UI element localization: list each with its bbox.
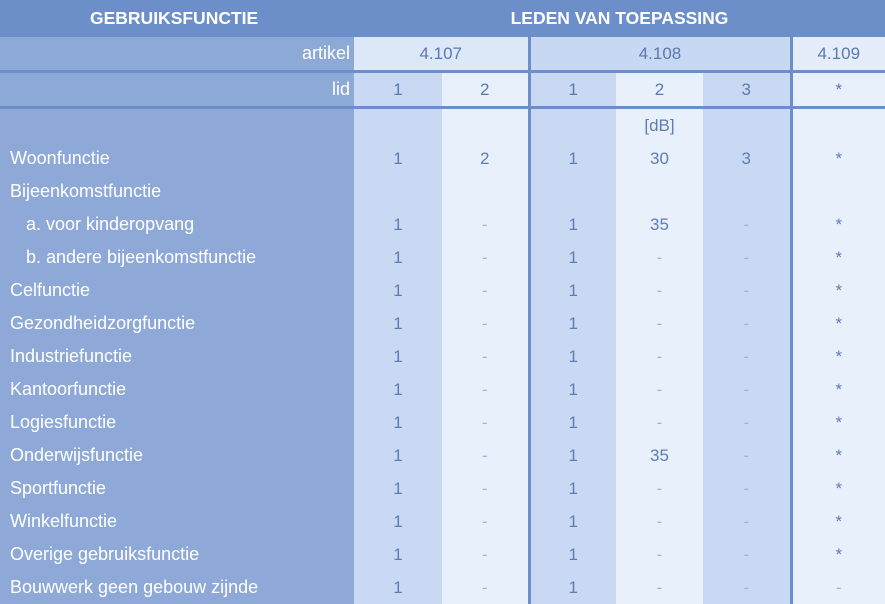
value-cell: - [616,373,703,406]
value-cell: * [791,439,885,472]
header-row-lid [0,72,885,108]
value-cell: 1 [529,241,616,274]
value-cell: - [703,373,791,406]
value-cell: - [616,571,703,604]
row-label: Celfunctie [0,274,354,307]
value-cell: 1 [354,439,442,472]
artikel-4108: 4.108 [529,37,791,72]
value-cell: - [616,538,703,571]
value-cell: - [442,538,529,571]
value-cell [616,175,703,208]
value-cell [442,175,529,208]
table-row [0,274,885,307]
lid-cell: 1 [354,72,442,108]
value-cell [529,175,616,208]
value-cell: * [791,538,885,571]
value-cell: 1 [529,142,616,175]
table-row [0,472,885,505]
value-cell: - [442,274,529,307]
value-cell: 2 [442,142,529,175]
value-cell: - [616,505,703,538]
value-cell: - [616,340,703,373]
value-cell: 35 [616,208,703,241]
value-cell: - [703,241,791,274]
header-row-artikel [0,37,885,72]
value-cell: - [442,241,529,274]
table-row [0,340,885,373]
value-cell: 1 [529,538,616,571]
table-row [0,373,885,406]
value-cell: - [703,439,791,472]
value-cell: - [703,571,791,604]
row-label: Logiesfunctie [0,406,354,439]
row-label: Woonfunctie [0,142,354,175]
table-row [0,241,885,274]
value-cell: - [442,406,529,439]
value-cell: 1 [354,505,442,538]
value-cell [703,175,791,208]
value-cell: 1 [529,274,616,307]
value-cell: 30 [616,142,703,175]
value-cell: * [791,274,885,307]
value-cell: - [703,208,791,241]
value-cell: 1 [354,307,442,340]
value-cell [354,175,442,208]
lid-label: lid [0,72,354,108]
value-cell: - [703,307,791,340]
artikel-4109: 4.109 [791,37,885,72]
value-cell: - [442,373,529,406]
value-cell: 1 [354,142,442,175]
value-cell: - [703,505,791,538]
value-cell: 1 [354,241,442,274]
unit-row-label [0,108,354,143]
value-cell: - [616,274,703,307]
row-label: Winkelfunctie [0,505,354,538]
value-cell: - [703,274,791,307]
value-cell: 1 [529,439,616,472]
table-row [0,505,885,538]
value-cell: 1 [354,340,442,373]
value-cell: 1 [529,571,616,604]
value-cell [791,175,885,208]
row-label: Onderwijsfunctie [0,439,354,472]
lid-cell: 2 [616,72,703,108]
header-leden-van-toepassing: LEDEN VAN TOEPASSING [354,0,885,37]
unit-db: [dB] [616,108,703,143]
row-label: Gezondheidzorgfunctie [0,307,354,340]
lid-cell: 1 [529,72,616,108]
value-cell: - [442,340,529,373]
table-row [0,538,885,571]
artikel-4107: 4.107 [354,37,529,72]
table-row [0,406,885,439]
value-cell: - [703,406,791,439]
table-row [0,175,885,208]
value-cell: * [791,472,885,505]
value-cell: - [616,241,703,274]
row-label: b. andere bijeenkomstfunctie [0,241,354,274]
value-cell: - [703,472,791,505]
header-row-title [0,0,885,37]
value-cell: 1 [354,406,442,439]
artikel-label: artikel [0,37,354,72]
value-cell: 1 [529,472,616,505]
value-cell: 1 [529,373,616,406]
value-cell: 1 [354,571,442,604]
value-cell: * [791,340,885,373]
value-cell: 1 [529,307,616,340]
table-row [0,307,885,340]
row-label: a. voor kinderopvang [0,208,354,241]
value-cell: * [791,307,885,340]
value-cell: 1 [529,340,616,373]
value-cell: - [442,307,529,340]
value-cell: - [442,439,529,472]
row-label: Bijeenkomstfunctie [0,175,354,208]
value-cell: - [616,472,703,505]
lid-cell: 2 [442,72,529,108]
table-row [0,571,885,604]
lid-cell: 3 [703,72,791,108]
value-cell: * [791,373,885,406]
value-cell: * [791,406,885,439]
value-cell: 1 [354,208,442,241]
row-label: Industriefunctie [0,340,354,373]
value-cell: - [442,571,529,604]
lid-cell: * [791,72,885,108]
value-cell: - [442,208,529,241]
value-cell: * [791,142,885,175]
row-label: Kantoorfunctie [0,373,354,406]
row-label: Overige gebruiksfunctie [0,538,354,571]
header-gebruiksfunctie: GEBRUIKSFUNCTIE [0,0,354,37]
value-cell: - [442,505,529,538]
value-cell: 1 [354,373,442,406]
value-cell: - [703,340,791,373]
value-cell: * [791,505,885,538]
unit-row [0,108,885,143]
value-cell: * [791,241,885,274]
value-cell: * [791,208,885,241]
value-cell: - [791,571,885,604]
value-cell: 35 [616,439,703,472]
value-cell: - [442,472,529,505]
table-row [0,208,885,241]
value-cell: 1 [354,538,442,571]
value-cell: - [703,538,791,571]
row-label: Bouwwerk geen gebouw zijnde [0,571,354,604]
value-cell: 1 [354,472,442,505]
value-cell: 1 [354,274,442,307]
value-cell: 3 [703,142,791,175]
row-label: Sportfunctie [0,472,354,505]
value-cell: 1 [529,505,616,538]
value-cell: 1 [529,208,616,241]
value-cell: - [616,406,703,439]
table-row [0,439,885,472]
table-row [0,142,885,175]
value-cell: 1 [529,406,616,439]
value-cell: - [616,307,703,340]
